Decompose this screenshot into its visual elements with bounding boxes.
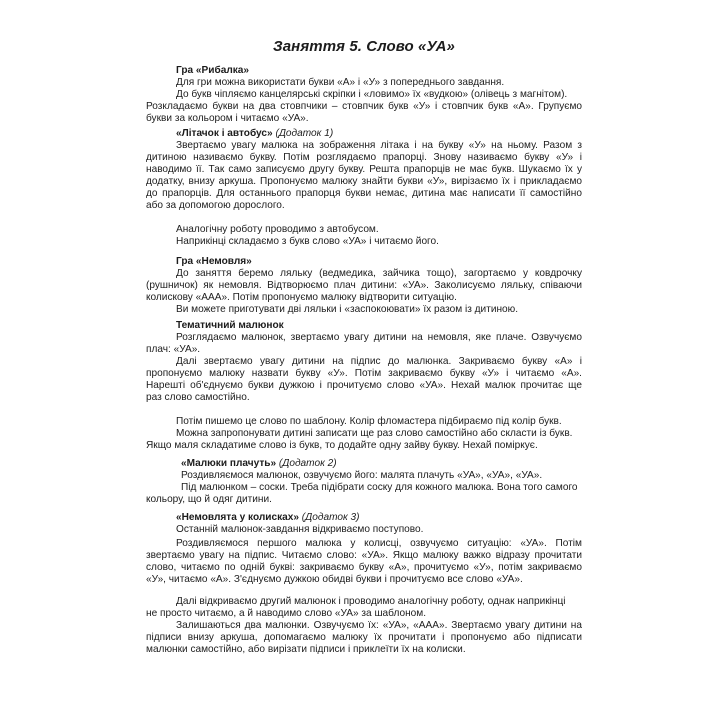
section-heading [146,512,582,524]
document-page [146,0,582,720]
text-line [146,608,582,620]
line-text: (рушничок) як немовля. Відтворюємо плач дитини: «УА». Заколисуємо ляльку, співаючи [146,280,582,291]
text-line [146,482,582,494]
line-text: Розкладаємо букви на два стовпчики – стовпчик букв «У» і стовпчик букв «А». Групуємо [146,101,582,112]
text-line [146,538,582,550]
text-line [146,562,582,574]
section-heading [146,128,582,140]
section-heading [146,458,582,470]
text-line [146,200,582,212]
line-text: Останній малюнок-завдання відкриваємо поступово. [176,524,424,535]
text-line [146,380,582,392]
heading-text: «Літачок і автобус» [176,128,273,139]
line-text: Для гри можна використати букви «А» і «У» з попереднього завдання. [176,77,505,88]
text-line [146,292,582,304]
text-line [146,224,582,236]
line-text: Під малюнком – соски. Треба підібрати соску для кожного малюка. Вона того самого [181,482,578,493]
line-text: колискову «ААА». Потім пропонуємо малюку відтворити ситуацію. [146,292,457,303]
text-line [146,89,582,101]
appendix-reference: (Додаток 3) [299,512,360,523]
line-text: Розглядаємо малюнок, звертаємо увагу дитини на немовля, яке плаче. Озвучуємо [176,332,582,343]
line-text: Роздивляємося малюнок, озвучуємо його: малята плачуть «УА», «УА», «УА». [181,470,543,481]
heading-text: Тематичний малюнок [176,320,284,331]
line-text: малюнки самостійно, або вирізати підписи і приклеїти їх на колиски. [146,644,466,655]
text-line [146,428,582,440]
line-text: Залишаються два малюнки. Озвучуємо їх: «УА», «ААА». Звертаємо увагу дитини на [176,620,582,631]
appendix-reference: (Додаток 2) [276,458,337,469]
line-text: Наприкінці складаємо з букв слово «УА» і читаємо його. [176,236,439,247]
text-line [146,304,582,316]
text-line [146,392,582,404]
line-text: Потім пишемо це слово по шаблону. Колір фломастера підбираємо під колір букв. [176,416,562,427]
text-line [146,368,582,380]
text-line [146,176,582,188]
line-text: не просто читаємо, а й наводимо слово «УА» за шаблоном. [146,608,427,619]
heading-text: «Малюки плачуть» [181,458,277,469]
line-text: звертаємо увагу на підпис. Читаємо слово: «УА». Якщо малюку важко відразу прочитати [146,550,582,561]
line-text: До заняття беремо ляльку (ведмедика, зайчика тощо), загортаємо у ковдрочку [176,268,582,279]
text-line [146,344,582,356]
line-text: кольору, що й одяг дитини. [146,494,272,505]
text-line [146,416,582,428]
text-line [146,140,582,152]
text-line [146,356,582,368]
line-text: букви за кольором і читаємо «УА». [146,113,309,124]
text-line [146,620,582,632]
text-line [146,550,582,562]
line-text: слово, читаємо по одній букві: закриваємо букву «А», прочитуємо «У», потім закриваємо [146,562,582,573]
text-line [146,113,582,125]
line-text: дитиною називаємо букву. Потім розглядаємо прапорці. Знову називаємо букву «У» і [146,152,582,163]
line-text: До букв чіпляємо канцелярські скріпки і «ловимо» їх «вудкою» (олівець з магнітом). [176,89,568,100]
text-line [146,236,582,248]
text-line [146,280,582,292]
text-line [146,164,582,176]
section-heading [146,320,582,332]
section-heading [146,65,582,77]
heading-text: Гра «Рибалка» [176,65,250,76]
text-line [146,77,582,89]
text-line [146,332,582,344]
line-text: наводимо її. Так само записуємо другу букву. Решта прапорців не має букв. Шукаємо їх у [146,164,582,175]
line-text: Можна запропонувати дитині записати ще раз слово самостійно або скласти із букв. [176,428,573,439]
heading-text: «Немовлята у колисках» [176,512,299,523]
text-line [146,524,582,536]
line-text: Якщо маля складатиме слово із букв, то додайте одну зайву букву. Нехай поміркує. [146,440,538,451]
line-text: до прапорців. Для останнього прапорця букви немає, дитина має написати її самостійно [146,188,582,199]
text-line [146,470,582,482]
line-text: «У», читаємо «А». З'єднуємо дужкою обидві букви і прочитуємо все слово «УА». [146,574,523,585]
line-text: Звертаємо увагу малюка на зображення літака і на букву «У» на ньому. Разом з [176,140,582,151]
line-text: додатку, внизу аркуша. Пропонуємо малюку знайти букви «У», вирізаємо їх і прикладаємо [146,176,582,187]
text-line [146,644,582,656]
line-text: Далі відкриваємо другий малюнок і проводимо аналогічну роботу, однак наприкінці [176,596,566,607]
text-line [146,268,582,280]
line-text: плач: «УА». [146,344,201,355]
line-text: пропонуємо малюку назвати букву «У». Потім закриваємо букву «У» і читаємо «А». [146,368,582,379]
line-text: раз слово самостійно. [146,392,250,403]
text-line [146,574,582,586]
text-line [146,101,582,113]
appendix-reference: (Додаток 1) [272,128,334,139]
line-text: Далі звертаємо увагу дитини на підпис до малюнка. Закриваємо букву «А» і [176,356,582,367]
line-text: або за допомогою дорослого. [146,200,285,211]
text-line [146,188,582,200]
section-heading [146,256,582,268]
text-line [146,494,582,506]
text-line [146,596,582,608]
line-text: Ви можете приготувати дві ляльки і «заспокоювати» їх разом із дитиною. [176,304,519,315]
text-line [146,152,582,164]
heading-text: Гра «Немовля» [176,256,252,267]
line-text: підписи внизу аркуша, допомагаємо малюку їх прочитати і пропонуємо або підписати [146,632,582,643]
text-line [146,440,582,452]
text-line [146,632,582,644]
page-title: Заняття 5. Слово «УА» [272,38,456,55]
line-text: Роздивляємося першого малюка у колисці, озвучуємо ситуацію: «УА». Потім [176,538,582,549]
line-text: Нарешті об'єднуємо букви дужкою і прочитуємо слово «УА». Нехай малюк прочитає ще [146,380,582,391]
line-text: Аналогічну роботу проводимо з автобусом. [176,224,379,235]
